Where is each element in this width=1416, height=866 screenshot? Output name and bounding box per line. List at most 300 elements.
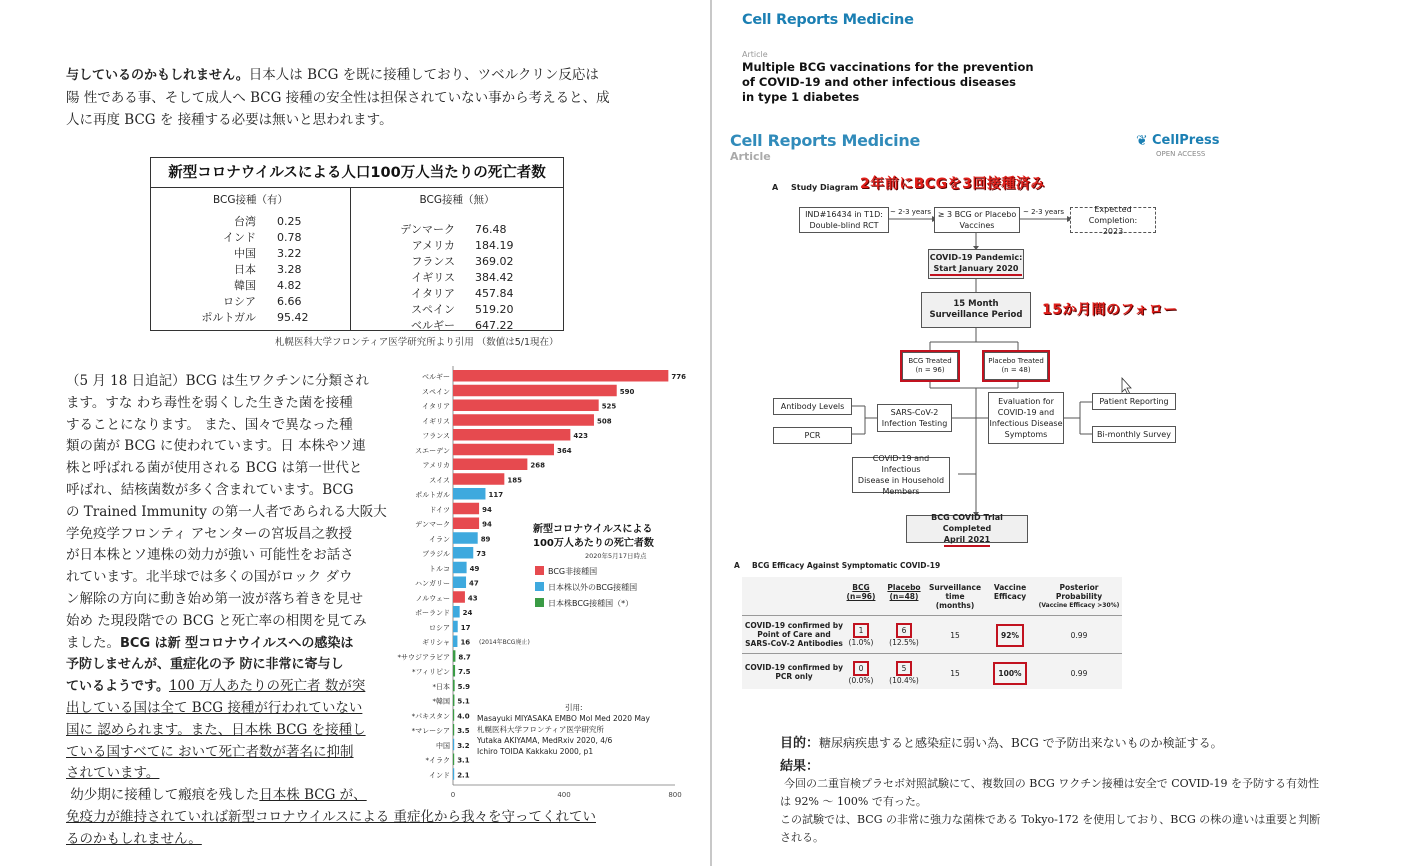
chart-bar (453, 591, 465, 603)
table-header-bcg-yes: BCG接種（有） (213, 194, 288, 206)
commentary-text: （5 月 18 日追記）BCG は生ワクチンに分類され (66, 373, 370, 389)
commentary-text: れています。北半球では多くの国がロック ダウ (66, 569, 353, 586)
efficacy-time-cell (928, 669, 982, 678)
commentary-bold: 予防しませんが、重症化の予 防に非常に寄与し (66, 657, 344, 673)
chart-category-label: スペイン (422, 387, 450, 396)
efficacy-row-label (744, 663, 844, 681)
chart-bar (453, 650, 455, 662)
table-country: イタリア (411, 287, 455, 300)
chart-category-label: *パキスタン (411, 712, 450, 721)
efficacy-title: BCG Efficacy Against Symptomatic COVID-19 (752, 561, 941, 570)
box-text: ≥ 3 BCG or Placebo (937, 210, 1017, 219)
box-text: COVID-19 and (997, 408, 1055, 417)
chart-citation-line: 札幌医科大学フロンティア医学研究所 (477, 725, 604, 734)
table-source: 札幌医科大学フロンティア医学研究所より引用 （数値は5/1現在） (275, 337, 559, 348)
box-text-underlined: Start January 2020 (930, 263, 1023, 276)
chart-value-label: 185 (507, 476, 522, 485)
chart-category-label: ハンガリー (415, 579, 450, 588)
table-row (151, 262, 351, 278)
chart-category-label: スエーデン (415, 446, 450, 455)
chart-value-label: 2.1 (457, 771, 470, 780)
purpose-text: 糖尿病疾患すると感染症に弱い為、BCG で予防出来ないものか検証する。 (819, 736, 1223, 750)
box-text: IND#16434 in T1D: (805, 210, 883, 219)
death-rate-table (150, 157, 564, 331)
pcr-box: PCR (773, 427, 852, 444)
chart-value-label: 94 (482, 505, 492, 514)
chart-citation-line: 引用: (565, 703, 583, 712)
efficacy-row-label-text: COVID-19 confirmed by (744, 621, 844, 630)
purpose-label: 目的： (780, 736, 820, 751)
table-row (351, 318, 563, 334)
table-value: 519.20 (475, 303, 514, 316)
chart-category-label: ブラジル (422, 550, 450, 558)
commentary-line (66, 697, 396, 719)
box-text: Disease in Household (857, 476, 945, 485)
table-row (351, 222, 563, 238)
table-country: デンマーク (400, 223, 455, 236)
chart-bar (453, 768, 454, 780)
commentary-underline: ている国すべてに おいて死亡者数が著名に抑制 (66, 743, 354, 760)
box-text: BCG COVID Trial Completed (931, 512, 1003, 533)
table-row (151, 294, 351, 310)
article-title-line: of COVID-19 and other infectious diseases (742, 75, 1016, 89)
article-title-line: Multiple BCG vaccinations for the prevention (742, 60, 1034, 74)
journal-brand-figure: Cell Reports Medicine (730, 131, 921, 150)
efficacy-header-text: Surveillance (928, 583, 982, 592)
efficacy-bcg-count: 1 (853, 623, 870, 638)
purpose-line (780, 734, 1400, 753)
efficacy-time: 15 (950, 631, 960, 640)
commentary-underline: されています。 (66, 765, 160, 782)
chart-value-label: 7.5 (458, 668, 471, 676)
right-page (712, 0, 1416, 866)
efficacy-value-cell (988, 624, 1032, 647)
chart-bar (453, 547, 473, 559)
commentary-text: ます。すな わち毒性を弱くした生きた菌を接種 (66, 394, 353, 411)
intro-line-1 (66, 64, 666, 87)
chart-category-label: *韓国 (432, 697, 450, 706)
table-country: フランス (411, 255, 455, 268)
pandemic-start-box (928, 249, 1024, 279)
box-text: Evaluation for (998, 397, 1054, 406)
chart-category-label: イタリア (422, 402, 450, 411)
chart-bar (453, 429, 570, 441)
chart-x-tick: 400 (557, 791, 571, 799)
chart-title-line-2: 100万人あたりの死亡者数 (533, 538, 654, 549)
table-value: 4.82 (277, 279, 302, 292)
chart-citation-line: Ichiro TOIDA Kakkaku 2000, p1 (477, 747, 594, 756)
box-text: 15 Month (953, 299, 999, 309)
commentary-line (66, 414, 396, 436)
chart-value-label: 94 (482, 520, 492, 529)
table-title: 新型コロナウイルスによる人口100万人当たりの死亡者数 (151, 158, 563, 188)
chart-value-label: 5.9 (457, 682, 471, 691)
box-text: COVID-19 Pandemic: (929, 253, 1023, 262)
study-diagram-title: Study Diagram (791, 183, 859, 192)
chart-bar (453, 414, 594, 426)
chart-bar (453, 754, 454, 766)
trial-completed-box (906, 512, 1028, 544)
efficacy-placebo-pct: (12.5%) (889, 638, 919, 647)
table-value: 457.84 (475, 287, 514, 300)
chart-category-label: イラン (429, 535, 450, 544)
box-text: Double-blind RCT (809, 221, 879, 230)
commentary-text: ました。 (66, 634, 120, 651)
chart-value-label: 43 (467, 594, 478, 603)
table-value: 0.78 (277, 231, 302, 244)
result-label-wrap (780, 755, 819, 774)
diagram-panel-label: A (772, 183, 779, 192)
efficacy-header-cell (928, 583, 982, 610)
efficacy-header-text: time (945, 592, 965, 601)
chart-category-label: ポルトガル (415, 491, 450, 499)
commentary-underline: 免疫力が維持されていれば新型コロナウイルスによる 重症化から我々を守ってくれてい (66, 809, 596, 825)
death-rate-bar-chart (395, 362, 695, 799)
box-text: Placebo Treated (988, 357, 1044, 365)
intro-line-3: 人に再度 BCG を 接種する必要は無いと思われます。 (66, 112, 393, 128)
commentary-line (66, 741, 396, 763)
efficacy-header-text: Placebo (887, 583, 921, 592)
commentary-bold: ているようです。 (66, 679, 169, 695)
efficacy-header-text: (Vaccine Efficacy >30%) (1038, 602, 1120, 609)
chart-category-label: ノルウェー (415, 594, 450, 603)
efficacy-header-text: (n=96) (846, 592, 876, 601)
commentary-underline: 100 万人あたりの死亡者 数が突 (168, 678, 366, 695)
chart-bar (453, 577, 466, 589)
chart-category-label: スイス (429, 476, 450, 485)
table-row (151, 214, 351, 230)
commentary-bold: BCG は新 型コロナウイルスへの感染は (120, 635, 354, 651)
efficacy-placebo-cell (882, 623, 926, 647)
chart-value-label: 17 (460, 623, 471, 632)
efficacy-row-label-text: SARS-CoV-2 Antibodies (745, 639, 843, 648)
commentary-line (66, 653, 396, 676)
table-row (351, 254, 563, 270)
chart-bar (453, 695, 454, 707)
chart-bar (453, 385, 617, 397)
chart-value-label: 5.1 (457, 697, 470, 706)
commentary-line (66, 610, 396, 632)
chart-value-label: 3.2 (457, 741, 470, 750)
commentary-line (66, 806, 686, 828)
bcg-placebo-vaccines-box (934, 207, 1020, 233)
chart-bar (453, 444, 554, 456)
efficacy-header-text: Efficacy (993, 592, 1027, 601)
table-value: 3.28 (277, 263, 302, 276)
chart-x-tick: 800 (668, 791, 682, 799)
table-bcg-yes-column (151, 188, 351, 331)
table-country: アメリカ (411, 239, 455, 252)
chart-subtitle: 2020年5月17日時点 (585, 552, 647, 560)
chart-value-label: 8.7 (458, 653, 471, 662)
table-country: ベルギー (411, 319, 455, 332)
intro-bold: 与しているのかもしれません。 (66, 68, 249, 83)
chart-bar (453, 739, 454, 751)
efficacy-bcg-cell (846, 623, 876, 647)
chart-bar (453, 400, 599, 412)
result-line: される。 (780, 831, 824, 844)
box-text: COVID-19 and Infectious (872, 454, 930, 474)
box-text: (n = 48) (1001, 366, 1031, 374)
note-bcg-3-times: 2年前にBCGを3回接種済み (860, 176, 1045, 192)
chart-category-label: *イラク (425, 756, 450, 765)
arrow-label-years-2: ~ 2-3 years (1023, 208, 1065, 216)
chart-legend-label: 日本株以外のBCG接種国 (548, 583, 638, 592)
efficacy-time-cell (928, 631, 982, 640)
box-text: Vaccines (959, 221, 995, 230)
commentary-underline: 出している国は全て BCG 接種が行われていない (66, 700, 363, 716)
table-country: 中国 (234, 247, 256, 260)
chart-value-label: 3.1 (457, 756, 470, 765)
table-row (351, 270, 563, 286)
table-row (151, 310, 351, 326)
box-text: 2023 (1102, 226, 1124, 236)
efficacy-row-label-text: Point of Care and (757, 630, 831, 639)
commentary-text: が日本株とソ連株の効力が強い 可能性をお話さ (66, 547, 354, 564)
efficacy-placebo-count: 6 (896, 623, 913, 638)
commentary-line (66, 370, 396, 392)
commentary-line (66, 632, 396, 655)
result-text (780, 775, 1410, 847)
table-country: ポルトガル (201, 311, 256, 324)
table-country: スペイン (411, 303, 455, 316)
commentary-line (66, 588, 396, 610)
commentary-line (66, 435, 396, 457)
chart-title-line-1: 新型コロナウイルスによる (533, 524, 653, 535)
box-text-underlined: April 2021 (944, 534, 990, 547)
table-row (351, 238, 563, 254)
efficacy-bcg-pct: (1.0%) (848, 638, 874, 647)
table-value: 647.22 (475, 319, 514, 332)
chart-bar (453, 532, 478, 544)
commentary-line (66, 675, 396, 698)
chart-category-label: トルコ (429, 564, 450, 573)
table-row (151, 246, 351, 262)
commentary-line (66, 457, 396, 479)
box-text: SARS-CoV-2 (890, 408, 939, 417)
chart-value-label: 24 (462, 609, 473, 617)
chart-legend-label: 日本株BCG接種国（*） (548, 599, 634, 608)
chart-x-tick: 0 (450, 791, 456, 799)
chart-legend-swatch (535, 566, 544, 575)
commentary-underline: 国に 認められます。また、日本株 BCG を接種し (66, 721, 366, 738)
efficacy-placebo-count: 5 (896, 661, 913, 676)
efficacy-bcg-count: 0 (853, 661, 870, 676)
chart-category-label: インド (429, 771, 450, 780)
table-row (151, 278, 351, 294)
chart-value-label: 49 (469, 564, 480, 573)
chart-bar (453, 473, 504, 485)
efficacy-probability-cell (1038, 631, 1120, 640)
chart-bar (453, 503, 479, 515)
table-country: ロシア (223, 295, 256, 308)
efficacy-header-text: (n=48) (889, 592, 919, 601)
efficacy-panel-label: A (734, 561, 740, 570)
efficacy-header-cell (846, 583, 876, 601)
chart-bar (453, 459, 527, 471)
commentary-line (66, 784, 666, 806)
chart-value-label: 47 (469, 579, 479, 588)
chart-category-label: イギリス (422, 417, 450, 426)
efficacy-header-text: Probability (1055, 592, 1103, 601)
chart-value-label: 364 (557, 446, 572, 455)
chart-value-label: 16 (460, 638, 471, 647)
commentary-line (66, 762, 396, 784)
chart-category-label: *マレーシア (411, 727, 450, 735)
efficacy-probability: 0.99 (1070, 631, 1088, 640)
table-country: 台湾 (234, 215, 256, 228)
efficacy-header-text: (months) (935, 601, 975, 610)
efficacy-row-label-text: PCR only (775, 672, 813, 681)
evaluation-box (988, 392, 1064, 444)
sars-testing-box (877, 404, 952, 432)
chart-category-label: ベルギー (422, 373, 450, 381)
chart-category-label: フランス (422, 432, 450, 440)
intro-rest: 日本人は BCG を既に接種しており、ツベルクリン反応は (248, 67, 599, 83)
table-value: 384.42 (475, 271, 514, 284)
box-text: Expected Completion: (1088, 204, 1138, 225)
journal-brand: Cell Reports Medicine (742, 12, 914, 28)
intro-line-2: 陽 性である事、そして成人へ BCG 接種の安全性は担保されていない事から考えると、成 (66, 90, 610, 106)
commentary-line (66, 828, 686, 850)
chart-citation-line: Masayuki MIYASAKA EMBO Mol Med 2020 May (477, 714, 650, 723)
table-country: 日本 (234, 263, 256, 276)
commentary-line (66, 392, 396, 414)
efficacy-header-text: Posterior (1059, 583, 1099, 592)
efficacy-probability-cell (1038, 669, 1120, 678)
chart-value-label: 4.0 (457, 712, 470, 721)
commentary-line (66, 544, 396, 566)
box-text: Symptoms (1004, 430, 1048, 439)
efficacy-bcg-pct: (0.0%) (848, 676, 874, 685)
surveillance-period-box (921, 292, 1031, 328)
cellpress-name: CellPress (1152, 133, 1220, 148)
arrow-label-years-1: ~ 2-3 years (890, 208, 932, 216)
note-15-month-follow: 15か月間のフォロー (1042, 302, 1178, 318)
commentary-line (66, 501, 396, 523)
commentary-text: 株と呼ばれる菌が使用される BCG は第一世代と (66, 460, 363, 477)
chart-bar (453, 518, 479, 530)
box-text: BCG Treated (908, 357, 952, 365)
table-country: イギリス (411, 271, 455, 284)
household-box (852, 454, 950, 496)
efficacy-header-cell (882, 583, 926, 601)
efficacy-header-cell (988, 583, 1032, 601)
box-text: Surveillance Period (929, 310, 1023, 320)
table-country: 韓国 (234, 279, 256, 292)
chart-bar (453, 724, 454, 736)
chart-value-label: 73 (476, 550, 487, 558)
bimonthly-survey-box: Bi-monthly Survey (1092, 426, 1176, 443)
article-title-line: in type 1 diabetes (742, 90, 860, 104)
chart-category-label: 中国 (436, 741, 450, 750)
ind-rct-box (799, 207, 889, 233)
chart-bar (453, 680, 455, 692)
chart-bar (453, 488, 485, 500)
chart-category-label: *フィリピン (412, 668, 450, 676)
chart-citation-line: Yutaka AKIYAMA, MedRxiv 2020, 4/6 (477, 736, 613, 745)
efficacy-row-label (744, 621, 844, 648)
commentary-text: 学免疫学フロンティ アセンターの宮坂昌之教授 (66, 525, 353, 542)
chart-category-label: *日本 (432, 682, 450, 691)
chart-bar (453, 709, 454, 721)
commentary-text: 始め た現段階での BCG と死亡率の相関を見てみ (66, 612, 367, 629)
result-line: 今回の二重盲検プラセボ対照試験にて、複数回の BCG ワクチン接種は安全で COVID-19 を予防する有効性 (784, 777, 1319, 790)
chart-category-label: *サウジアラビア (397, 653, 450, 662)
table-bcg-no-column (351, 188, 563, 331)
antibody-levels-box: Antibody Levels (773, 398, 852, 415)
chart-legend-label: BCG非接種国 (548, 567, 598, 576)
table-header-bcg-no: BCG接種（無） (419, 194, 495, 206)
commentary-underline: るのかもしれません。 (66, 830, 202, 847)
expected-completion-box (1070, 204, 1156, 236)
chart-value-label: 590 (619, 387, 635, 396)
cellpress-icon: ❦ (1136, 133, 1148, 149)
table-value: 95.42 (277, 311, 309, 324)
article-label-figure: Article (730, 150, 771, 163)
chart-category-label: ドイツ (429, 505, 450, 514)
chart-bar (453, 562, 467, 574)
box-text: (n = 96) (915, 366, 945, 374)
result-line: この試験では、BCG の非常に強力な菌株である Tokyo-172 を使用しており、BCG の株の違いは重要と判断 (780, 813, 1321, 826)
chart-value-label: 117 (488, 491, 504, 499)
table-value: 369.02 (475, 255, 514, 268)
commentary-line (66, 523, 396, 545)
efficacy-value: 92% (996, 624, 1024, 647)
commentary-underline: 日本株 BCG が、 (259, 787, 367, 804)
efficacy-bcg-cell (846, 661, 876, 685)
commentary-text: 類の菌が BCG に使われています。日 本株やソ連 (66, 438, 366, 455)
table-row (351, 286, 563, 302)
efficacy-value: 100% (993, 662, 1026, 685)
chart-value-label: 525 (601, 402, 617, 411)
commentary-text: 幼少期に接種して瘢痕を残した (70, 787, 260, 804)
table-row (151, 230, 351, 246)
chart-bar (453, 370, 668, 382)
commentary-line (66, 719, 396, 741)
efficacy-probability: 0.99 (1070, 669, 1088, 678)
table-value: 184.19 (475, 239, 514, 252)
box-text: Infectious Disease (989, 419, 1063, 428)
chart-category-label: アメリカ (422, 461, 450, 470)
table-row (351, 302, 563, 318)
chart-value-label: 776 (671, 373, 686, 381)
chart-legend-swatch (535, 582, 544, 591)
efficacy-placebo-pct: (10.4%) (889, 676, 919, 685)
article-label: Article (742, 50, 768, 59)
chart-value-label: 89 (480, 535, 491, 544)
efficacy-row-label-text: COVID-19 confirmed by (744, 663, 844, 672)
result-line: は 92% ～ 100% で有った。 (780, 795, 927, 808)
box-text: Infection Testing (881, 419, 948, 428)
chart-bar (453, 621, 458, 633)
chart-category-label: デンマーク (415, 520, 450, 529)
chart-value-label: 3.5 (457, 727, 470, 735)
commentary-text: することになります。 また、国々で異なった種 (66, 416, 353, 433)
chart-value-label: 268 (530, 461, 545, 470)
efficacy-time: 15 (950, 669, 960, 678)
efficacy-table (742, 577, 1122, 689)
efficacy-header-text: Vaccine (993, 583, 1027, 592)
efficacy-header-cell (1038, 583, 1120, 610)
open-access-label: OPEN ACCESS (1156, 150, 1206, 158)
commentary-text: ン解除の方向に動き始め第一波が落ち着きを見せ (66, 591, 363, 607)
table-value: 3.22 (277, 247, 302, 260)
chart-value-label: 508 (596, 417, 612, 426)
result-label: 結果： (780, 759, 820, 774)
bcg-treated-highlight (900, 350, 960, 382)
chart-bar (453, 665, 455, 677)
